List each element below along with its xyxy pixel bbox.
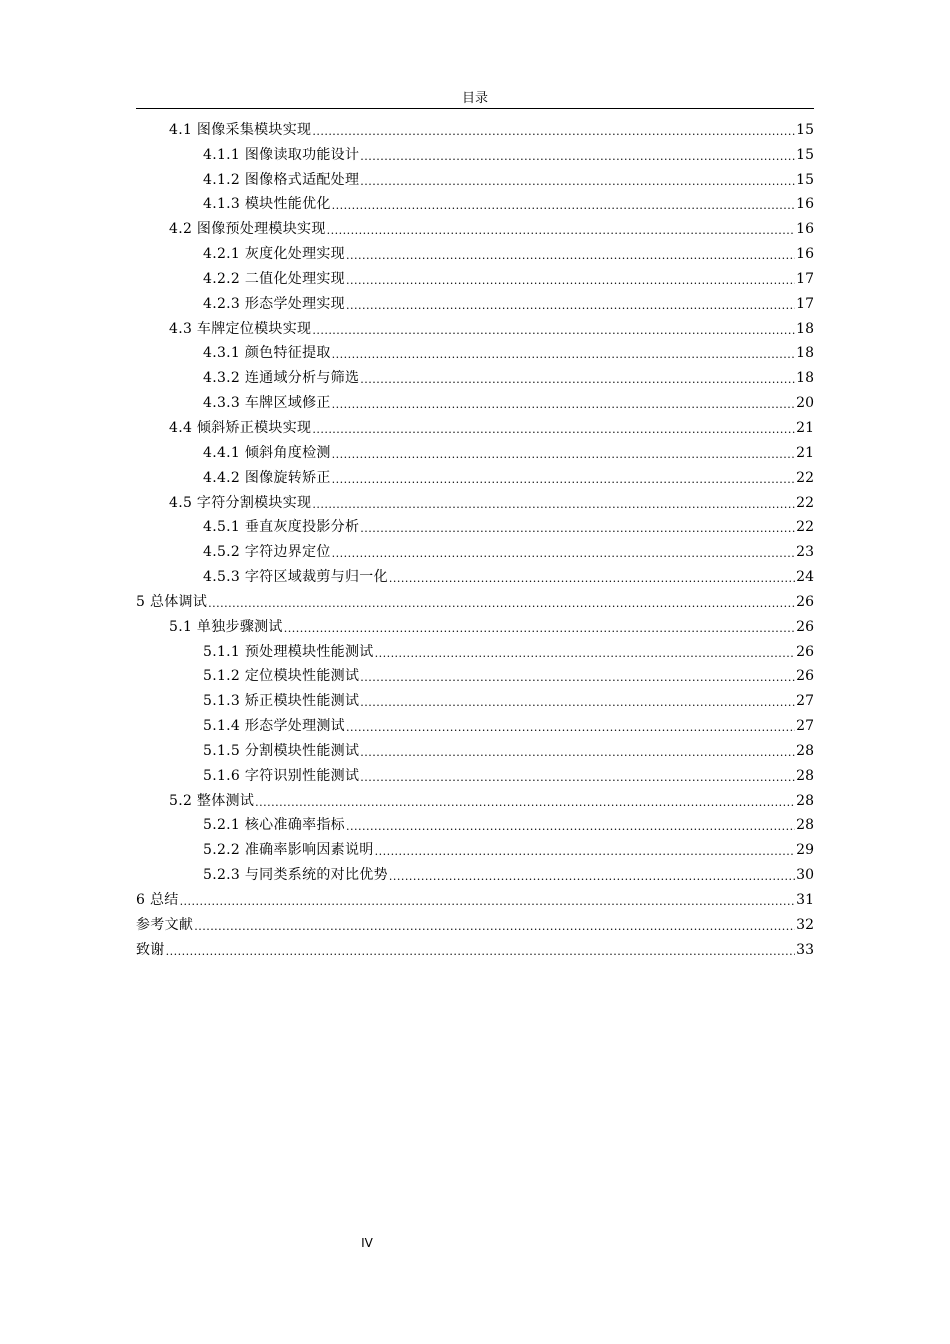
toc-dot-leader	[312, 423, 795, 437]
toc-entry-label: 4.4.2 图像旋转矫正	[203, 469, 331, 486]
toc-entry-page: 15	[796, 121, 814, 138]
toc-entry[interactable]	[136, 487, 814, 512]
toc-entry-page: 18	[796, 370, 814, 387]
toc-entry-label: 4.2.3 形态学处理实现	[203, 295, 345, 312]
toc-dot-leader	[194, 920, 795, 934]
page-header-title: 目录	[461, 91, 488, 106]
toc-entry-label: 4.1.2 图像格式适配处理	[203, 171, 360, 188]
toc-entry-page: 15	[796, 171, 814, 188]
toc-entry[interactable]	[136, 586, 814, 611]
toc-entry[interactable]	[136, 909, 814, 934]
toc-entry-page: 17	[796, 295, 814, 312]
toc-entry-label: 4.5.3 字符区域裁剪与归一化	[203, 569, 388, 586]
toc-entry-label: 5 总体调试	[136, 593, 208, 610]
toc-dot-leader	[208, 597, 795, 611]
toc-dot-leader	[166, 945, 796, 959]
toc-entry-label: 5.2.2 准确率影响因素说明	[203, 842, 374, 859]
toc-entry-label: 4.3 车牌定位模块实现	[169, 320, 312, 337]
toc-dot-leader	[332, 448, 796, 462]
page-number: IV	[361, 1236, 373, 1250]
toc-entry-page: 22	[796, 494, 814, 511]
toc-entry[interactable]	[136, 189, 814, 214]
toc-dot-leader	[284, 622, 795, 636]
toc-entry[interactable]	[136, 636, 814, 661]
toc-entry-label: 5.2.1 核心准确率指标	[203, 817, 345, 834]
toc-dot-leader	[332, 348, 796, 362]
toc-dot-leader	[346, 274, 795, 288]
toc-entry-page: 33	[796, 941, 814, 958]
toc-entry[interactable]	[136, 338, 814, 363]
toc-entry-page: 26	[796, 618, 814, 635]
toc-entry-page: 22	[796, 469, 814, 486]
toc-entry-page: 27	[796, 718, 814, 735]
toc-entry-label: 5.1.3 矫正模块性能测试	[203, 693, 360, 710]
toc-entry-page: 18	[796, 345, 814, 362]
toc-entry-label: 4.2.2 二值化处理实现	[203, 270, 345, 287]
toc-entry-page: 30	[796, 867, 814, 884]
toc-dot-leader	[332, 398, 796, 412]
toc-entry-page: 26	[796, 643, 814, 660]
toc-entry-page: 16	[796, 246, 814, 263]
toc-entry[interactable]	[136, 114, 814, 139]
toc-entry[interactable]	[136, 710, 814, 735]
header-divider	[136, 108, 814, 109]
toc-entry-label: 4.5 字符分割模块实现	[169, 494, 312, 511]
toc-dot-leader	[360, 771, 795, 785]
toc-entry-label: 4.4 倾斜矫正模块实现	[169, 419, 312, 436]
toc-entry-label: 4.1.3 模块性能优化	[203, 196, 331, 213]
toc-entry[interactable]	[136, 760, 814, 785]
toc-entry[interactable]	[136, 213, 814, 238]
toc-entry-page: 24	[796, 569, 814, 586]
toc-entry-page: 16	[796, 196, 814, 213]
toc-entry-page: 26	[796, 593, 814, 610]
toc-entry[interactable]	[136, 934, 814, 959]
toc-entry[interactable]	[136, 512, 814, 537]
toc-entry[interactable]	[136, 462, 814, 487]
toc-dot-leader	[346, 299, 795, 313]
toc-entry-label: 4.5.1 垂直灰度投影分析	[203, 519, 360, 536]
toc-dot-leader	[332, 547, 796, 561]
toc-entry[interactable]	[136, 536, 814, 561]
toc-dot-leader	[312, 324, 795, 338]
toc-entry-label: 参考文献	[136, 916, 194, 933]
toc-entry-page: 21	[796, 444, 814, 461]
toc-dot-leader	[346, 820, 795, 834]
toc-dot-leader	[312, 498, 795, 512]
toc-entry-page: 16	[796, 221, 814, 238]
toc-entry-page: 32	[796, 916, 814, 933]
toc-entry-label: 4.3.3 车牌区域修正	[203, 395, 331, 412]
toc-entry-label: 5.2.3 与同类系统的对比优势	[203, 867, 388, 884]
toc-entry-label: 5.1.2 定位模块性能测试	[203, 668, 360, 685]
toc-entry-label: 4.1 图像采集模块实现	[169, 121, 312, 138]
toc-entry-label: 4.4.1 倾斜角度检测	[203, 444, 331, 461]
toc-entry[interactable]	[136, 288, 814, 313]
toc-entry-page: 22	[796, 519, 814, 536]
toc-entry-page: 28	[796, 817, 814, 834]
toc-entry[interactable]	[136, 810, 814, 835]
toc-entry-label: 4.2.1 灰度化处理实现	[203, 246, 345, 263]
toc-dot-leader	[360, 671, 795, 685]
toc-entry[interactable]	[136, 884, 814, 909]
toc-entry[interactable]	[136, 313, 814, 338]
toc-entry-label: 4.3.1 颜色特征提取	[203, 345, 331, 362]
toc-entry[interactable]	[136, 785, 814, 810]
toc-dot-leader	[360, 522, 795, 536]
toc-entry-page: 29	[796, 842, 814, 859]
toc-entry[interactable]	[136, 685, 814, 710]
toc-entry-page: 27	[796, 693, 814, 710]
toc-entry-page: 15	[796, 146, 814, 163]
toc-dot-leader	[312, 125, 795, 139]
toc-entry[interactable]	[136, 412, 814, 437]
toc-entry[interactable]	[136, 735, 814, 760]
toc-entry[interactable]	[136, 387, 814, 412]
toc-entry-page: 28	[796, 742, 814, 759]
toc-entry-page: 31	[796, 892, 814, 908]
toc-dot-leader	[360, 696, 795, 710]
toc-entry-page: 28	[796, 792, 814, 809]
toc-entry[interactable]	[136, 139, 814, 164]
toc-dot-leader	[332, 199, 796, 213]
toc-entry-label: 5.1.1 预处理模块性能测试	[203, 643, 374, 660]
toc-entry-label: 4.3.2 连通域分析与筛选	[203, 370, 360, 387]
toc-dot-leader	[332, 473, 796, 487]
toc-entry-label: 5.1 单独步骤测试	[169, 618, 283, 635]
toc-dot-leader	[360, 175, 795, 189]
toc-entry-page: 23	[796, 544, 814, 561]
toc-entry[interactable]	[136, 238, 814, 263]
toc-entry-label: 5.1.6 字符识别性能测试	[203, 767, 360, 784]
toc-entry-label: 4.1.1 图像读取功能设计	[203, 146, 360, 163]
toc-dot-leader	[375, 647, 796, 661]
toc-entry-label: 5.1.5 分割模块性能测试	[203, 742, 360, 759]
toc-entry-page: 20	[796, 395, 814, 412]
toc-dot-leader	[346, 721, 795, 735]
toc-entry-label: 4.5.2 字符边界定位	[203, 544, 331, 561]
toc-dot-leader	[360, 746, 795, 760]
toc-dot-leader	[346, 249, 795, 263]
toc-dot-leader	[180, 895, 796, 909]
toc-entry-page: 26	[796, 668, 814, 685]
toc-entry-page: 21	[796, 419, 814, 436]
toc-entry-page: 28	[796, 767, 814, 784]
toc-dot-leader	[360, 150, 795, 164]
toc-entry-label: 4.2 图像预处理模块实现	[169, 221, 326, 238]
toc-entry-label: 致谢	[136, 941, 165, 958]
toc-entry-label: 5.2 整体测试	[169, 792, 255, 809]
toc-entry[interactable]	[136, 859, 814, 884]
toc-dot-leader	[389, 572, 795, 586]
table-of-contents	[136, 114, 814, 959]
toc-entry[interactable]	[136, 164, 814, 189]
toc-dot-leader	[389, 870, 795, 884]
toc-entry-label: 6 总结	[136, 892, 179, 908]
toc-entry[interactable]	[136, 362, 814, 387]
toc-entry-label: 5.1.4 形态学处理测试	[203, 718, 345, 735]
toc-entry-page: 17	[796, 270, 814, 287]
toc-entry[interactable]	[136, 834, 814, 859]
toc-entry[interactable]	[136, 611, 814, 636]
toc-entry[interactable]	[136, 661, 814, 686]
toc-entry[interactable]	[136, 437, 814, 462]
toc-entry[interactable]	[136, 263, 814, 288]
toc-dot-leader	[375, 845, 796, 859]
toc-entry-page: 18	[796, 320, 814, 337]
toc-dot-leader	[327, 224, 796, 238]
toc-dot-leader	[360, 373, 795, 387]
toc-entry[interactable]	[136, 561, 814, 586]
toc-dot-leader	[255, 796, 795, 810]
